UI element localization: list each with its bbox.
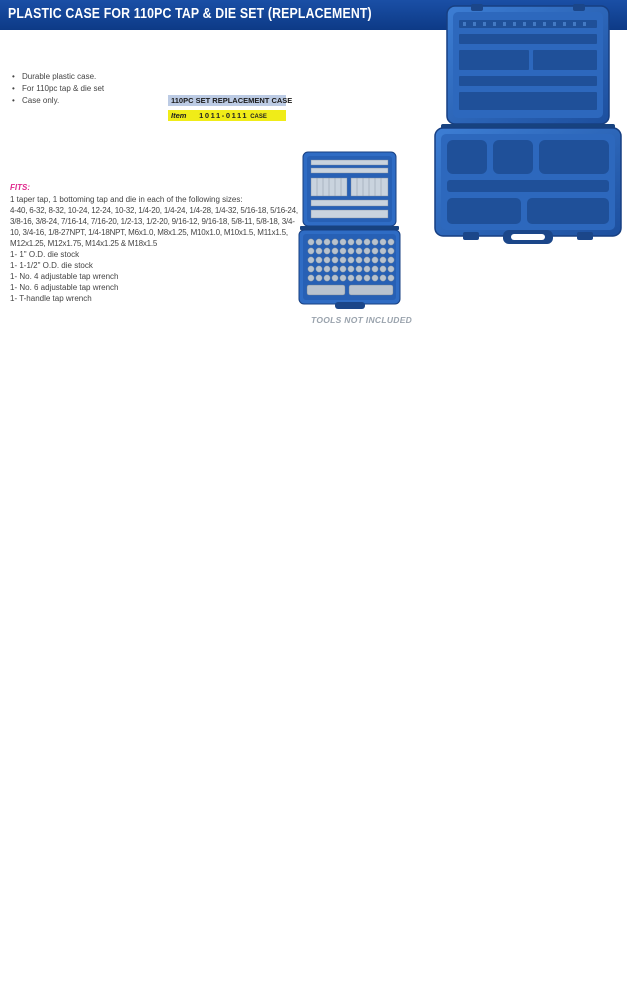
- fits-item: 1- 1-1/2" O.D. die stock: [10, 261, 93, 270]
- item-tag: Item: [171, 111, 187, 120]
- fits-item: 1- 1" O.D. die stock: [10, 250, 80, 259]
- fits-item-list: [10, 249, 302, 304]
- fits-body: [10, 194, 302, 304]
- page-title: PLASTIC CASE FOR 110PC TAP & DIE SET (REPLACEMENT): [8, 5, 372, 22]
- fits-intro: 1 taper tap, 1 bottoming tap and die in each of the following sizes:: [10, 195, 243, 204]
- filled-case-image: [297, 150, 402, 310]
- item-number-row: [168, 110, 286, 121]
- feature-item: • Durable plastic case.: [12, 71, 104, 83]
- fits-item: 1- No. 6 adjustable tap wrench: [10, 283, 119, 292]
- empty-case-image: [433, 4, 623, 250]
- fits-item: 1- T-handle tap wrench: [10, 294, 92, 303]
- fits-sizes: 4-40, 6-32, 8-32, 10-24, 12-24, 10-32, 1/4-20, 1/4-24, 1/4-28, 1/4-32, 5/16-18, 5/16-24, 3/8-16, 3/8-24, 7/16-14, 7/16-20, 1/2-13, 1/2-20, 9/16-12, 9/16-18, 5/8-11, 5/8-18, 3/4-10, 3/4-16, 1/8-27NPT, 1/4-18NPT, M6x1.0, M8x1.25, M10x1.0, M10x1.5, M11x1.5, M12x1.25, M12x1.75, M14x1.25 & M18x1.5: [10, 206, 298, 248]
- item-suffix: CASE: [250, 114, 267, 120]
- feature-item: • For 110pc tap & die set: [12, 83, 104, 95]
- replacement-case-label: 110PC SET REPLACEMENT CASE: [168, 95, 286, 106]
- item-number: 1011-0111: [199, 111, 249, 120]
- fits-title: FITS:: [10, 183, 30, 192]
- tools-not-included-caption: TOOLS NOT INCLUDED: [311, 315, 413, 325]
- feature-list: [12, 71, 104, 107]
- fits-item: 1- No. 4 adjustable tap wrench: [10, 272, 119, 281]
- feature-item: • Case only.: [12, 95, 104, 107]
